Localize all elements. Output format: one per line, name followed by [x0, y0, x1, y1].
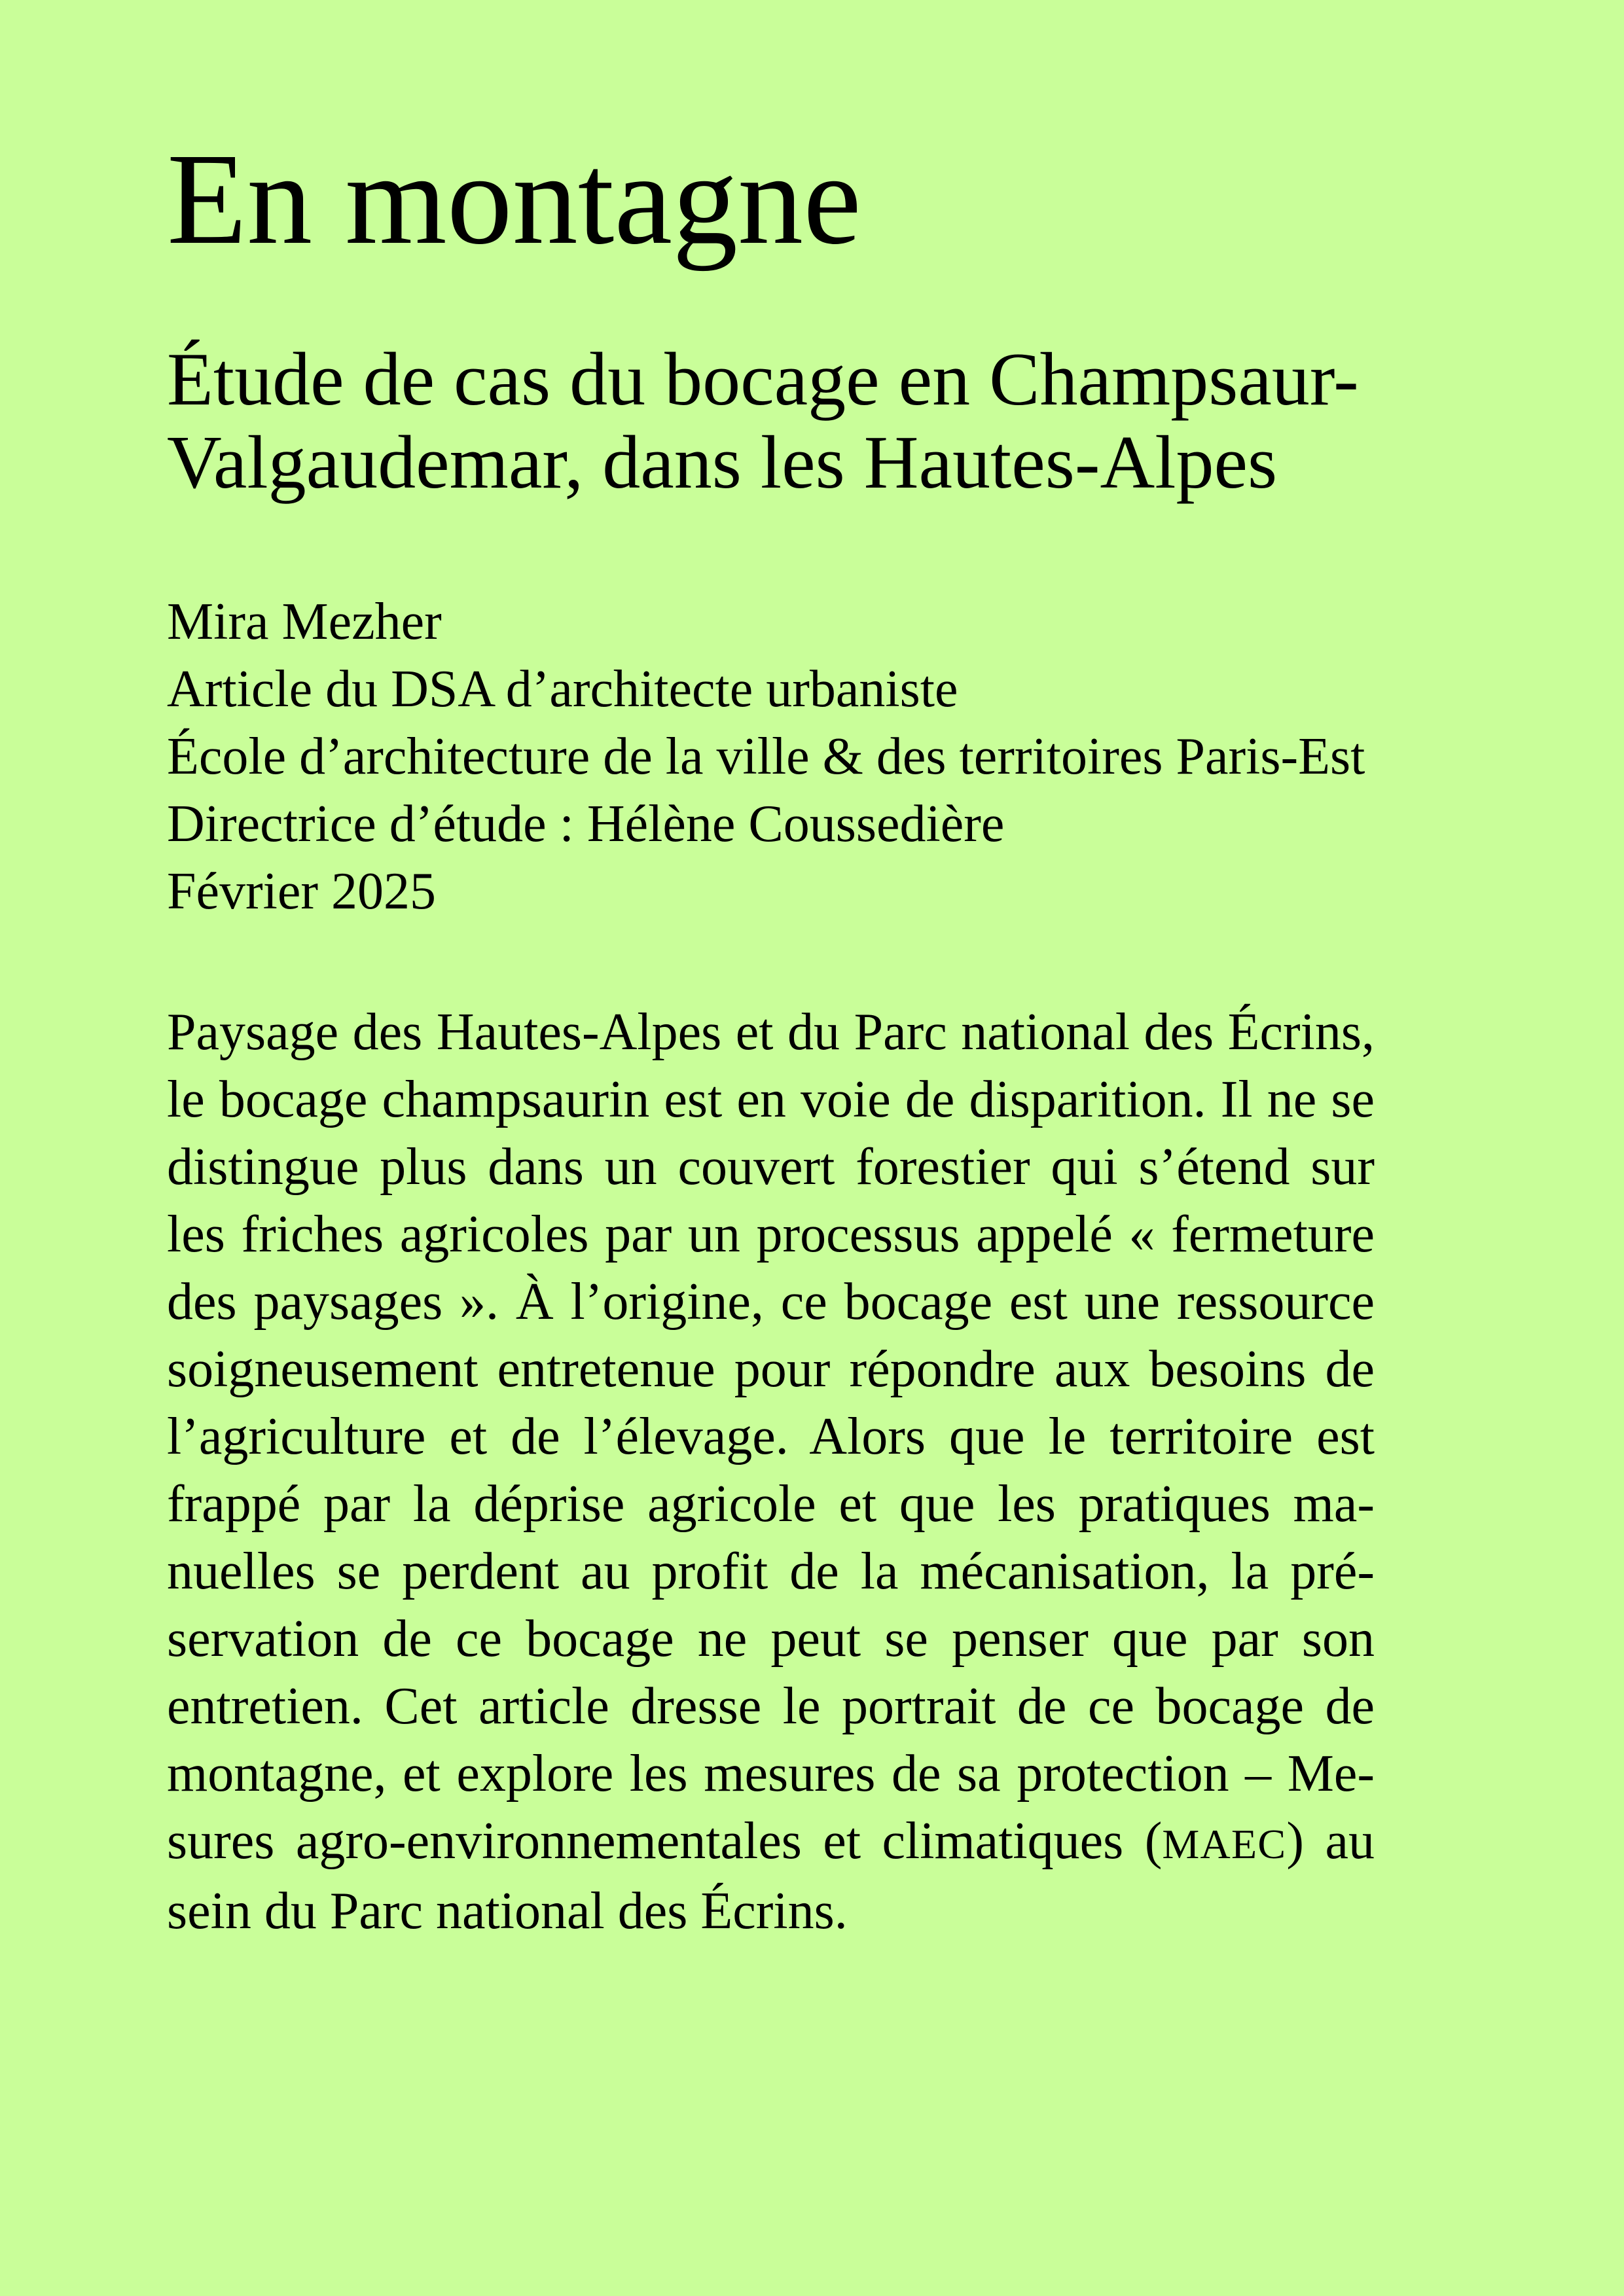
- abstract-line-with-acronym: [167, 1808, 1375, 1878]
- abstract-line-post: ) au: [1286, 1812, 1375, 1870]
- abstract-line: frappé par la déprise agricole et que les pratiques ma-: [167, 1475, 1375, 1533]
- abstract-line: nuelles se perdent au profit de la mécanisation, la pré-: [167, 1543, 1375, 1600]
- abstract-line: montagne, et explore les mesures de sa protection – Me-: [167, 1745, 1375, 1803]
- author-name: Mira Mezher: [167, 593, 442, 651]
- maec-acronym: MAEC: [1162, 1821, 1287, 1867]
- abstract-line: soigneusement entretenue pour répondre aux besoins de: [167, 1340, 1375, 1398]
- abstract-line-pre: sures agro-environnementales et climatiques (: [167, 1812, 1163, 1870]
- abstract-line: le bocage champsaurin est en voie de disparition. Il ne se: [167, 1071, 1375, 1128]
- abstract-paragraph: [167, 999, 1375, 1945]
- abstract-line: entretien. Cet article dresse le portrait de ce bocage de: [167, 1677, 1375, 1735]
- abstract-line: Paysage des Hautes-Alpes et du Parc national des Écrins,: [167, 1003, 1375, 1061]
- abstract-line: servation de ce bocage ne peut se penser que par son: [167, 1610, 1375, 1668]
- study-director: Directrice d’étude : Hélène Coussedière: [167, 795, 1005, 853]
- subtitle-line: Étude de cas du bocage en Champsaur-: [167, 338, 1359, 422]
- abstract-line: sein du Parc national des Écrins.: [167, 1882, 848, 1940]
- abstract-line: l’agriculture et de l’élevage. Alors que le territoire est: [167, 1408, 1375, 1465]
- abstract-line: distingue plus dans un couvert forestier qui s’étend sur: [167, 1138, 1375, 1196]
- subtitle-line: Valgaudemar, dans les Hautes-Alpes: [167, 421, 1278, 505]
- abstract-line: des paysages ». À l’origine, ce bocage est une ressource: [167, 1273, 1375, 1331]
- subtitle: [167, 338, 1624, 505]
- abstract-line: les friches agricoles par un processus appelé « fermeture: [167, 1206, 1375, 1263]
- article-type: Article du DSA d’architecte urbaniste: [167, 660, 958, 718]
- byline-block: [167, 588, 1624, 925]
- page-title: En montagne: [167, 127, 861, 272]
- publication-date: Février 2025: [167, 863, 437, 920]
- institution: École d’architecture de la ville & des territoires Paris-Est: [167, 728, 1365, 785]
